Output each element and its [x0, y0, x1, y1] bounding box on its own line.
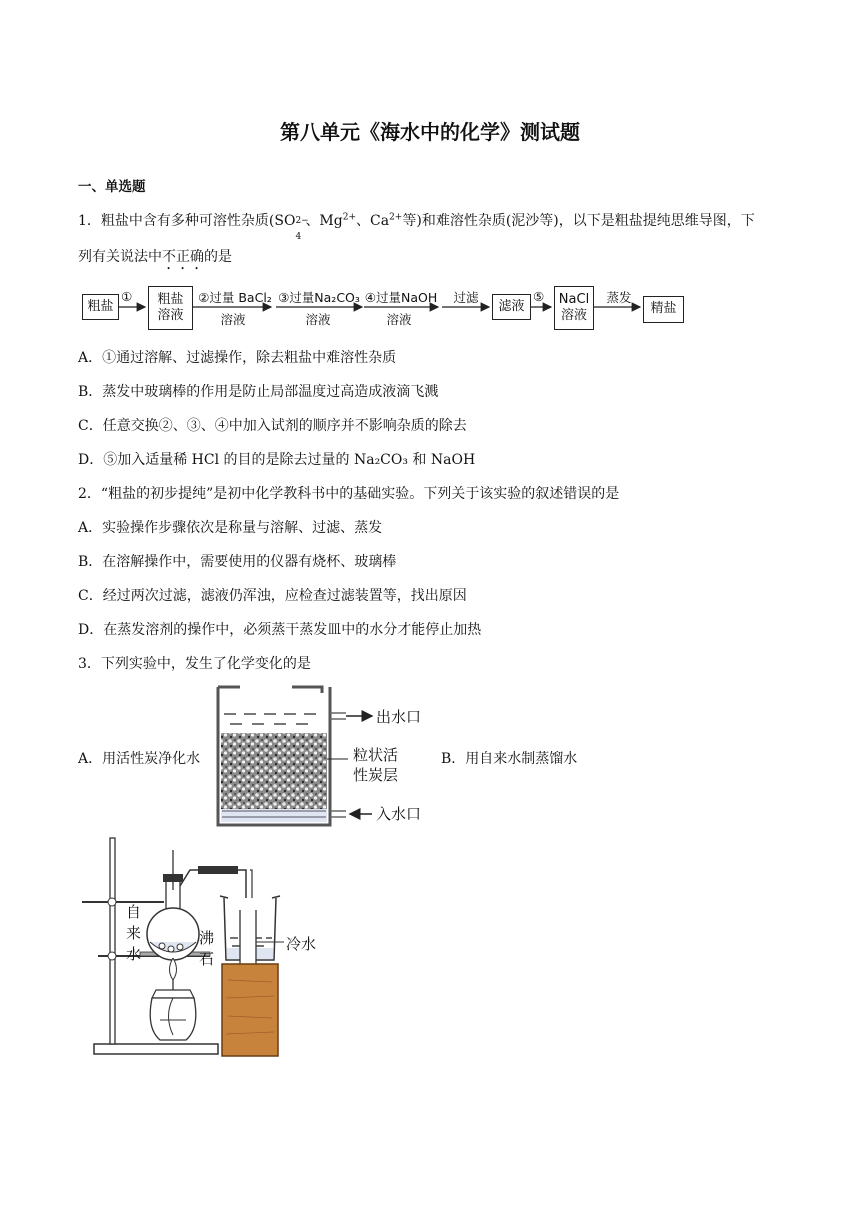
page-title: 第八单元《海水中的化学》测试题: [280, 120, 580, 144]
q1-option-d[interactable]: D．⑤加入适量稀 HCl 的目的是除去过量的 Na₂CO₃ 和 NaOH: [78, 452, 476, 468]
label-tap-water-2: 来: [126, 924, 142, 942]
label-boiling-stone-2: 石: [199, 950, 215, 968]
box-nacl-solution: NaCl 溶液: [554, 286, 594, 330]
label-tap-water-3: 水: [126, 945, 142, 963]
box-filtrate: 滤液: [492, 294, 531, 320]
label-boiling-stone-1: 沸: [199, 929, 215, 947]
q1-stem-line2: 列有关说法中不正确的是: [78, 249, 232, 265]
q2-option-a[interactable]: A．实验操作步骤依次是称量与溶解、过滤、蒸发: [78, 520, 383, 536]
label-filter: 过滤: [453, 290, 479, 305]
q1-option-b[interactable]: B．蒸发中玻璃棒的作用是防止局部温度过高造成液滴飞溅: [78, 384, 439, 400]
q2-option-c[interactable]: C．经过两次过滤，滤液仍浑浊，应检查过滤装置等，找出原因: [78, 588, 467, 604]
q2-stem: 2．“粗盐的初步提纯”是初中化学教科书中的基础实验。下列关于该实验的叙述错误的是: [78, 486, 620, 502]
label-cold-water: 冷水: [286, 935, 317, 953]
box-crude-salt-solution: 粗盐 溶液: [148, 286, 193, 330]
box-crude-salt: 粗盐: [82, 294, 119, 320]
label-water-inlet: 入水口: [376, 805, 422, 823]
label-step1: ①: [121, 289, 133, 304]
label-step3-bottom: 溶液: [305, 312, 331, 327]
label-water-outlet: 出水口: [376, 708, 422, 726]
label-evaporate: 蒸发: [606, 290, 632, 305]
label-carbon-line2: 性炭层: [353, 766, 399, 784]
box-refined-salt: 精盐: [643, 296, 684, 323]
q1-option-a[interactable]: A．①通过溶解、过滤操作，除去粗盐中难溶性杂质: [78, 350, 397, 366]
label-carbon-line1: 粒状活: [353, 746, 399, 764]
label-step5: ⑤: [533, 289, 545, 304]
label-step2-top: ②过量 BaCl₂: [198, 290, 272, 305]
q3-option-b[interactable]: B．用自来水制蒸馏水: [441, 751, 578, 767]
q3-option-a[interactable]: A．用活性炭净化水: [78, 751, 201, 767]
q1-stem-line1: 1．粗盐中含有多种可溶性杂质(SO 2− 4 、$Mg^{2+}$、$Ca^{2+}$等)和难溶性杂质(泥沙等)，以下是粗盐提纯思维导图，下: [78, 212, 755, 242]
label-step4-top: ④过量NaOH: [364, 290, 438, 305]
label-tap-water-1: 自: [126, 903, 142, 921]
label-step3-top: ③过量Na₂CO₃: [278, 290, 360, 305]
q3-stem: 3．下列实验中，发生了化学变化的是: [78, 656, 311, 672]
q1-option-c[interactable]: C．任意交换②、③、④中加入试剂的顺序并不影响杂质的除去: [78, 418, 467, 434]
label-step2-bottom: 溶液: [220, 312, 246, 327]
q2-option-d[interactable]: D．在蒸发溶剂的操作中，必须蒸干蒸发皿中的水分才能停止加热: [78, 622, 482, 638]
q2-option-b[interactable]: B．在溶解操作中，需要使用的仪器有烧杯、玻璃棒: [78, 554, 397, 570]
section-heading: 一、单选题: [78, 179, 146, 195]
label-step4-bottom: 溶液: [386, 312, 412, 327]
